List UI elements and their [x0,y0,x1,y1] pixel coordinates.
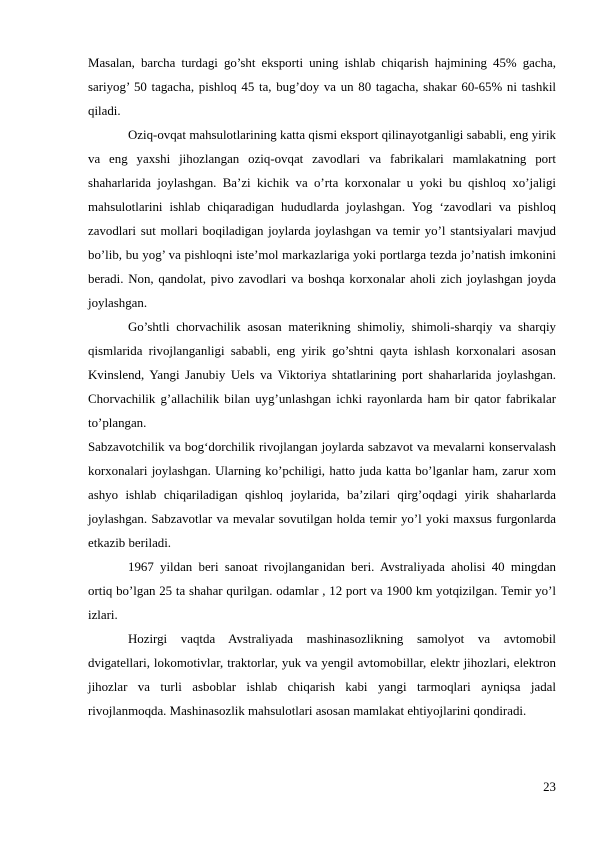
paragraph-industrial-growth: 1967 yildan beri sanoat rivojlanganidan beri. Avstraliyada aholisi 40 mingdan ortiq bo’lgan 25 ta shahar qurilgan. odamlar , 12 port va 1900 km yotqizilgan. Temir yo’l izlari. [88,560,556,622]
paragraph-meat-processing: Go’shtli chorvachilik asosan materikning shimoliy, shimoli-sharqiy va sharqiy qismlarida rivojlanganligi sababli, eng yirik go’shtni qayta ishlash korxonalari asosan Kvinslend, Yangi Janubiy Uels va Viktoriya shtatlarining port shaharlarida joylashgan. Chorvachilik g’allachilik bilan uyg’unlashgan ichki rayonlarda ham bir qator fabrikalar to’plangan. [88,320,556,430]
document-page [88,51,556,723]
paragraph-export-shares: Masalan, barcha turdagi go’sht eksporti uning ishlab chiqarish hajmining 45% gacha, sariyog’ 50 tagacha, pishloq 45 ta, bug’doy va un 80 tagacha, shakar 60-65% ni tashkil qiladi. [88,56,556,118]
page-number: 23 [543,780,556,794]
paragraph-machine-building: Hozirgi vaqtda Avstraliyada mashinasozlikning samolyot va avtomobil dvigatellari, lokomotivlar, traktorlar, yuk va yengil avtomobillar, elektr jihozlari, elektron jihozlar va turli asboblar ishlab chiqarish kabi yangi tarmoqlari ayniqsa jadal rivojlanmoqda. Mashinasozlik mahsulotlari asosan mamlakat ehtiyojlarini qondiradi. [88,632,556,718]
paragraph-canning: Sabzavotchilik va bog‘dorchilik rivojlangan joylarda sabzavot va mevalarni konservalash korxonalari joylashgan. Ularning ko’pchiligi, hatto juda katta bo’lganlar ham, zarur xom ashyo ishlab chiqariladigan qishloq joylarida, ba’zilari qirg’oqdagi yirik shaharlarda joylashgan. Sabzavotlar va mevalar sovutilgan holda temir yo’l yoki maxsus furgonlarda etkazib beriladi. [88,440,556,550]
paragraph-food-industry: Oziq-ovqat mahsulotlarining katta qismi eksport qilinayotganligi sababli, eng yirik va eng yaxshi jihozlangan oziq-ovqat zavodlari va fabrikalari mamlakatning port shaharlarida joylashgan. Ba’zi kichik va o’rta korxonalar u yoki bu qishloq xo’jaligi mahsulotlarini ishlab chiqaradigan hududlarda joylashgan. Yog ‘zavodlari va pishloq zavodlari sut mollari boqiladigan joylarda joylashgan va temir yo’l stantsiyalari mavjud bo’lib, bu yog’ va pishloqni iste’mol markazlariga yoki portlarga tezda jo’natish imkonini beradi. Non, qandolat, pivo zavodlari va boshqa korxonalar aholi zich joylashgan joyda joylashgan. [88,128,556,310]
